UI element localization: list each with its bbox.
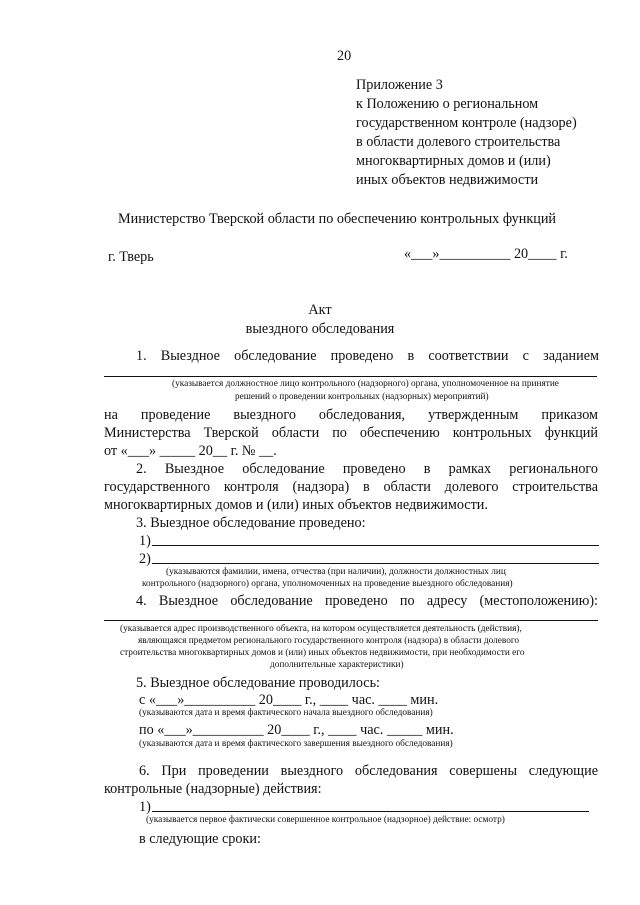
- s4-line1: 4. Выездное обследование проведено по адресу (местоположению):: [136, 593, 598, 609]
- s2-line1: 2. Выездное обследование проведено в рамках регионального: [136, 461, 598, 477]
- act-title: Акт: [308, 302, 332, 318]
- s4-fill-line: [104, 620, 598, 621]
- s3-item2-line: [152, 563, 599, 564]
- s2-line3: многоквартирных домов и (или) иных объектов недвижимости.: [104, 497, 488, 513]
- appendix-line: в области долевого строительства: [356, 134, 561, 150]
- s5-hint-from: (указываются дата и время фактического начала выездного обследования): [139, 708, 433, 718]
- s6-item1-line: [152, 811, 589, 812]
- s4-hint2: являющаяся предметом регионального государственного контроля (надзора) в области долевого: [138, 636, 520, 646]
- s3-line1: 3. Выездное обследование проведено:: [136, 515, 366, 531]
- act-subtitle: выездного обследования: [245, 321, 395, 337]
- s5-to: по «___»__________ 20____ г., ____ час. _____ мин.: [139, 722, 454, 738]
- s6-line2: контрольные (надзорные) действия:: [104, 781, 322, 797]
- appendix-block: [356, 76, 577, 190]
- s1-line3: Министерства Тверской области по обеспечению контрольных функций: [104, 425, 598, 441]
- appendix-line: государственном контроле (надзоре): [356, 115, 577, 131]
- s1-line1: 1. Выездное обследование проведено в соответствии с заданием: [136, 348, 599, 364]
- s1-hint2: решений о проведении контрольных (надзорных) мероприятий): [235, 392, 489, 402]
- s4-hint4: дополнительные характеристики): [270, 660, 404, 670]
- s3-item1: 1): [139, 533, 151, 549]
- s5-from: с «___»__________ 20____ г., ____ час. ____ мин.: [139, 692, 439, 708]
- s6-item1: 1): [139, 799, 151, 815]
- s6-hint1: (указывается первое фактически совершенное контрольное (надзорное) действие: осмотр): [146, 815, 505, 825]
- appendix-line: Приложение 3: [356, 77, 443, 93]
- s4-hint1: (указывается адрес производственного объекта, на котором осуществляется деятельность (действия),: [120, 624, 522, 634]
- s1-line4: от «___» _____ 20__ г. № __.: [104, 443, 277, 459]
- page-number: 20: [337, 48, 352, 64]
- appendix-line: иных объектов недвижимости: [356, 172, 539, 188]
- s3-item2: 2): [139, 551, 151, 567]
- s6-line1: 6. При проведении выездного обследования совершены следующие: [139, 763, 598, 779]
- s5-line1: 5. Выездное обследование проводилось:: [136, 675, 380, 691]
- s6-terms: в следующие сроки:: [139, 831, 261, 847]
- appendix-line: к Положению о региональном: [356, 96, 539, 112]
- s1-hint1: (указывается должностное лицо контрольного (надзорного) органа, уполномоченное на принятие: [172, 379, 559, 389]
- s1-fill-line: [104, 376, 597, 377]
- s3-item1-line: [152, 545, 599, 546]
- city: г. Тверь: [108, 249, 154, 265]
- date-line: «___»__________ 20____ г.: [404, 246, 568, 262]
- s4-hint3: строительства многоквартирных домов и (или) иных объектов недвижимости, при необходимости его: [120, 648, 525, 658]
- appendix-line: многоквартирных домов и (или): [356, 153, 551, 169]
- s2-line2: государственного контроля (надзора) в области долевого строительства: [104, 479, 598, 495]
- s5-hint-to: (указываются дата и время фактического завершения выездного обследования): [139, 739, 453, 749]
- s3-hint1: (указываются фамилии, имена, отчества (при наличии), должности должностных лиц: [166, 567, 506, 577]
- s1-line2: на проведение выездного обследования, утвержденным приказом: [104, 407, 598, 423]
- ministry-name: Министерство Тверской области по обеспечению контрольных функций: [118, 211, 557, 227]
- s3-hint2: контрольного (надзорного) органа, уполномоченных на проведение выездного обследования): [142, 579, 513, 589]
